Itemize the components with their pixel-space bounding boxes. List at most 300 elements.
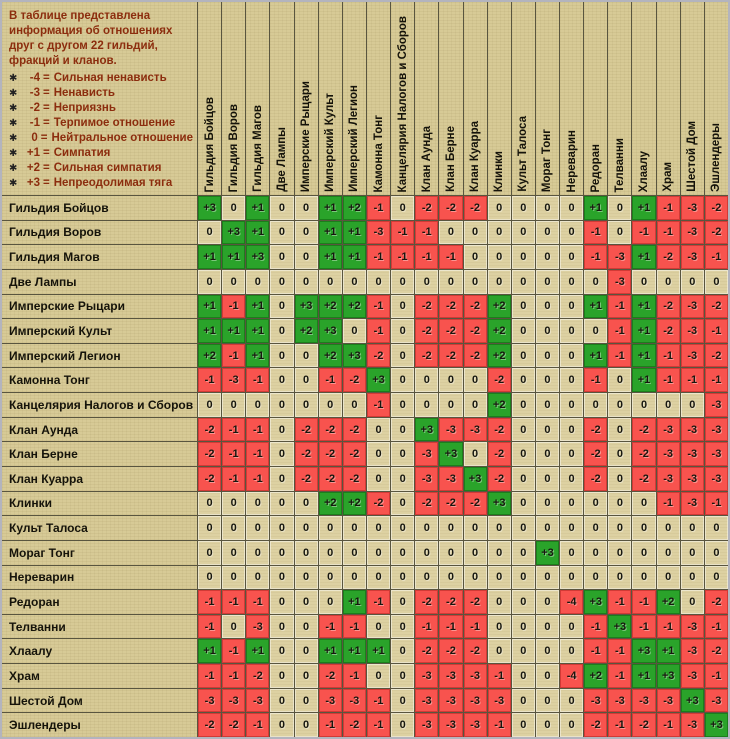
- relation-cell: -1: [367, 689, 390, 713]
- relation-cell: -2: [295, 442, 318, 466]
- relation-cell: 0: [681, 270, 704, 294]
- relation-cell: +1: [198, 319, 221, 343]
- legend-label: Непреодолимая тяга: [53, 177, 173, 189]
- relation-cell: -2: [439, 196, 462, 220]
- relation-cell: 0: [488, 590, 511, 614]
- relation-cell: -3: [464, 418, 487, 442]
- relation-cell: -3: [439, 713, 462, 737]
- row-label: Клинки: [2, 492, 197, 516]
- relation-cell: -2: [584, 713, 607, 737]
- relation-cell: +2: [488, 344, 511, 368]
- relation-cell: 0: [270, 713, 293, 737]
- relation-cell: 0: [657, 270, 680, 294]
- relation-cell: 0: [512, 639, 535, 663]
- relation-cell: -2: [488, 418, 511, 442]
- relation-cell: +1: [319, 245, 342, 269]
- relation-cell: -3: [222, 368, 245, 392]
- asterisk-icon: ✱: [9, 118, 18, 129]
- relation-cell: +1: [584, 344, 607, 368]
- relation-cell: 0: [705, 541, 728, 565]
- relation-cell: 0: [705, 566, 728, 590]
- column-header: [246, 2, 269, 195]
- relation-cell: -2: [657, 245, 680, 269]
- relation-cell: 0: [584, 566, 607, 590]
- relation-cell: -1: [632, 615, 655, 639]
- relation-cell: 0: [488, 639, 511, 663]
- relation-cell: -2: [343, 713, 366, 737]
- column-header-label: Мораг Тонг: [541, 128, 554, 192]
- relation-cell: -3: [439, 664, 462, 688]
- relation-cell: -1: [657, 492, 680, 516]
- relation-cell: 0: [536, 368, 559, 392]
- relation-cell: 0: [560, 615, 583, 639]
- relation-cell: -4: [560, 590, 583, 614]
- relation-cell: -3: [681, 467, 704, 491]
- relation-cell: 0: [560, 689, 583, 713]
- relation-cell: 0: [512, 442, 535, 466]
- relation-cell: +3: [488, 492, 511, 516]
- relation-cell: -1: [415, 221, 438, 245]
- relation-cell: -3: [657, 418, 680, 442]
- row-label: Гильдия Воров: [2, 221, 197, 245]
- relation-cell: -1: [319, 615, 342, 639]
- relation-cell: 0: [367, 442, 390, 466]
- relation-cell: -3: [464, 713, 487, 737]
- relation-cell: +1: [632, 295, 655, 319]
- relation-cell: 0: [391, 368, 414, 392]
- asterisk-icon: ✱: [9, 88, 18, 99]
- relation-cell: -3: [681, 442, 704, 466]
- relation-cell: 0: [391, 664, 414, 688]
- relation-cell: -1: [367, 590, 390, 614]
- row-label: Клан Берне: [2, 442, 197, 466]
- relation-cell: +1: [632, 344, 655, 368]
- row-label: Две Лампы: [2, 270, 197, 294]
- relation-cell: -1: [608, 295, 631, 319]
- relation-cell: 0: [657, 516, 680, 540]
- relation-cell: 0: [584, 516, 607, 540]
- legend-item: [9, 161, 193, 176]
- relation-cell: 0: [391, 467, 414, 491]
- relation-cell: 0: [391, 196, 414, 220]
- relation-cell: -3: [246, 689, 269, 713]
- column-header: [222, 2, 245, 195]
- relation-cell: +1: [632, 664, 655, 688]
- legend-item: [9, 116, 193, 131]
- relation-cell: -1: [343, 615, 366, 639]
- relation-cell: -3: [705, 689, 728, 713]
- relation-cell: -1: [246, 442, 269, 466]
- relation-cell: -1: [198, 590, 221, 614]
- relation-cell: -3: [681, 713, 704, 737]
- legend-label: Терпимое отношение: [53, 117, 176, 129]
- relation-cell: 0: [343, 270, 366, 294]
- row-label: Камонна Тонг: [2, 368, 197, 392]
- relation-cell: 0: [681, 541, 704, 565]
- relation-cell: 0: [536, 566, 559, 590]
- relation-cell: -3: [222, 689, 245, 713]
- relation-cell: 0: [270, 442, 293, 466]
- relation-cell: 0: [343, 516, 366, 540]
- relation-cell: 0: [270, 319, 293, 343]
- relation-cell: -3: [681, 245, 704, 269]
- relation-cell: -1: [246, 590, 269, 614]
- relation-cell: 0: [270, 664, 293, 688]
- relation-cell: 0: [488, 566, 511, 590]
- relation-cell: 0: [681, 566, 704, 590]
- relation-cell: -1: [222, 639, 245, 663]
- relation-cell: -3: [705, 418, 728, 442]
- relation-cell: 0: [391, 566, 414, 590]
- relation-cell: -1: [222, 590, 245, 614]
- column-header-label: Клан Куарра: [469, 121, 482, 192]
- relation-cell: +3: [439, 442, 462, 466]
- relation-cell: 0: [560, 467, 583, 491]
- relation-cell: 0: [560, 516, 583, 540]
- relation-cell: +3: [536, 541, 559, 565]
- relation-cell: -3: [343, 689, 366, 713]
- relation-cell: -1: [705, 492, 728, 516]
- relation-cell: -1: [584, 639, 607, 663]
- relation-cell: 0: [439, 221, 462, 245]
- relation-cell: 0: [512, 368, 535, 392]
- relation-cell: +1: [319, 221, 342, 245]
- relation-cell: -2: [319, 418, 342, 442]
- relation-cell: -1: [584, 245, 607, 269]
- relation-cell: -3: [608, 245, 631, 269]
- relation-cell: -3: [415, 713, 438, 737]
- relation-cell: -2: [584, 467, 607, 491]
- column-header: [391, 2, 414, 195]
- relation-cell: 0: [512, 295, 535, 319]
- column-header-label: Камонна Тонг: [372, 114, 385, 192]
- relation-cell: -3: [198, 689, 221, 713]
- relation-cell: 0: [560, 270, 583, 294]
- column-header-label: Гильдия Воров: [227, 103, 240, 192]
- relation-cell: 0: [464, 368, 487, 392]
- relation-cell: 0: [536, 221, 559, 245]
- legend-items: [9, 71, 193, 191]
- relation-cell: +1: [246, 196, 269, 220]
- relation-cell: +3: [584, 590, 607, 614]
- relation-cell: -1: [584, 615, 607, 639]
- relation-cell: 0: [512, 590, 535, 614]
- relation-cell: +3: [632, 639, 655, 663]
- relation-cell: -1: [657, 615, 680, 639]
- relation-cell: 0: [512, 245, 535, 269]
- relation-cell: 0: [464, 442, 487, 466]
- row-label: Гильдия Бойцов: [2, 196, 197, 220]
- legend-value: -1: [29, 117, 40, 129]
- relation-cell: +1: [319, 196, 342, 220]
- relation-cell: 0: [608, 196, 631, 220]
- relation-cell: -3: [681, 344, 704, 368]
- relation-cell: +1: [584, 196, 607, 220]
- relation-cell: 0: [367, 615, 390, 639]
- asterisk-icon: ✱: [9, 133, 18, 144]
- relation-cell: -2: [319, 442, 342, 466]
- relation-cell: 0: [295, 713, 318, 737]
- relation-cell: 0: [439, 368, 462, 392]
- relation-cell: +1: [222, 319, 245, 343]
- relation-cell: +3: [222, 221, 245, 245]
- relation-cell: 0: [391, 295, 414, 319]
- relation-cell: 0: [439, 270, 462, 294]
- relation-cell: -2: [464, 319, 487, 343]
- relation-cell: +2: [198, 344, 221, 368]
- legend-equals: =: [43, 177, 50, 189]
- relation-cell: -2: [488, 368, 511, 392]
- relation-cell: -1: [439, 245, 462, 269]
- relation-cell: -1: [367, 245, 390, 269]
- relation-cell: 0: [608, 566, 631, 590]
- row-label: Храм: [2, 664, 197, 688]
- column-header-label: Нереварин: [565, 129, 578, 192]
- relation-cell: 0: [270, 689, 293, 713]
- relation-cell: 0: [608, 516, 631, 540]
- relation-cell: -2: [198, 713, 221, 737]
- relation-cell: -1: [657, 221, 680, 245]
- relation-cell: 0: [415, 368, 438, 392]
- relation-cell: 0: [488, 245, 511, 269]
- relation-cell: -1: [705, 319, 728, 343]
- relation-cell: 0: [560, 541, 583, 565]
- asterisk-icon: ✱: [9, 148, 18, 159]
- relation-cell: -2: [415, 639, 438, 663]
- relation-cell: -2: [464, 590, 487, 614]
- relation-cell: -1: [367, 295, 390, 319]
- relation-cell: 0: [608, 221, 631, 245]
- relation-cell: -2: [439, 295, 462, 319]
- relation-cell: 0: [608, 368, 631, 392]
- column-header-label: Клан Берне: [444, 126, 457, 192]
- relation-cell: -1: [222, 344, 245, 368]
- relation-cell: 0: [222, 541, 245, 565]
- relation-cell: +1: [632, 319, 655, 343]
- relation-cell: +3: [608, 615, 631, 639]
- relation-cell: 0: [319, 270, 342, 294]
- relations-grid: [2, 2, 728, 737]
- relation-cell: 0: [512, 689, 535, 713]
- legend-equals: =: [43, 72, 50, 84]
- relation-cell: 0: [270, 639, 293, 663]
- relation-cell: -1: [584, 368, 607, 392]
- relation-cell: -1: [415, 245, 438, 269]
- legend-equals: =: [43, 147, 50, 159]
- relation-cell: 0: [464, 566, 487, 590]
- relation-cell: 0: [536, 639, 559, 663]
- relation-cell: 0: [198, 270, 221, 294]
- relation-cell: 0: [608, 467, 631, 491]
- relation-cell: -3: [415, 664, 438, 688]
- relation-cell: +2: [319, 492, 342, 516]
- relation-cell: 0: [246, 270, 269, 294]
- relation-cell: -1: [391, 221, 414, 245]
- relation-cell: 0: [464, 270, 487, 294]
- relation-cell: 0: [536, 713, 559, 737]
- relation-cell: 0: [198, 492, 221, 516]
- relation-cell: +1: [246, 221, 269, 245]
- row-label: Имперские Рыцари: [2, 295, 197, 319]
- relation-cell: +1: [632, 196, 655, 220]
- relation-cell: -3: [464, 664, 487, 688]
- relation-cell: 0: [270, 541, 293, 565]
- relation-cell: 0: [391, 344, 414, 368]
- relation-cell: -2: [343, 467, 366, 491]
- legend-label: Симпатия: [53, 147, 111, 159]
- relation-cell: -1: [488, 713, 511, 737]
- relation-cell: 0: [246, 516, 269, 540]
- relation-cell: 0: [270, 368, 293, 392]
- relation-cell: 0: [270, 566, 293, 590]
- relation-cell: 0: [198, 566, 221, 590]
- relation-cell: 0: [512, 664, 535, 688]
- relation-cell: +1: [343, 245, 366, 269]
- column-header: [343, 2, 366, 195]
- relation-cell: 0: [464, 393, 487, 417]
- relation-cell: -3: [657, 442, 680, 466]
- relation-cell: 0: [391, 590, 414, 614]
- relation-cell: 0: [560, 393, 583, 417]
- relation-cell: +3: [367, 368, 390, 392]
- relation-cell: 0: [295, 245, 318, 269]
- relation-cell: -3: [464, 689, 487, 713]
- relation-cell: 0: [295, 664, 318, 688]
- relation-cell: -3: [415, 467, 438, 491]
- relation-cell: 0: [391, 713, 414, 737]
- legend-label: Ненависть: [53, 87, 115, 99]
- relation-cell: -2: [439, 344, 462, 368]
- relation-cell: 0: [367, 270, 390, 294]
- relation-cell: 0: [343, 541, 366, 565]
- relation-cell: +1: [198, 295, 221, 319]
- relation-cell: -2: [198, 467, 221, 491]
- relation-cell: 0: [270, 467, 293, 491]
- row-label: Нереварин: [2, 566, 197, 590]
- relation-cell: 0: [560, 245, 583, 269]
- relation-cell: -3: [681, 492, 704, 516]
- relation-cell: 0: [295, 689, 318, 713]
- relation-cell: -1: [246, 368, 269, 392]
- relation-cell: 0: [439, 566, 462, 590]
- relation-cell: -1: [705, 664, 728, 688]
- relation-cell: -2: [343, 442, 366, 466]
- relation-cell: 0: [705, 516, 728, 540]
- relation-cell: -1: [246, 713, 269, 737]
- relation-cell: 0: [632, 541, 655, 565]
- legend-value: -4: [29, 72, 40, 84]
- legend-item: [9, 71, 193, 86]
- relation-cell: -1: [657, 713, 680, 737]
- relation-cell: -2: [584, 442, 607, 466]
- relation-cell: -2: [222, 713, 245, 737]
- relation-cell: 0: [270, 492, 293, 516]
- relation-cell: -1: [319, 713, 342, 737]
- relation-cell: 0: [560, 295, 583, 319]
- relation-cell: -1: [222, 418, 245, 442]
- relation-cell: 0: [270, 295, 293, 319]
- relation-cell: +2: [295, 319, 318, 343]
- relation-cell: -2: [464, 295, 487, 319]
- relation-cell: 0: [488, 196, 511, 220]
- relation-cell: 0: [222, 566, 245, 590]
- relation-cell: +1: [198, 245, 221, 269]
- relation-cell: -1: [681, 368, 704, 392]
- relation-cell: -3: [705, 442, 728, 466]
- column-header: [560, 2, 583, 195]
- relation-cell: 0: [536, 393, 559, 417]
- relation-cell: -2: [657, 295, 680, 319]
- relation-cell: -1: [657, 344, 680, 368]
- relation-cell: -2: [439, 492, 462, 516]
- relation-cell: 0: [536, 418, 559, 442]
- relation-cell: 0: [415, 566, 438, 590]
- relation-cell: 0: [391, 393, 414, 417]
- relation-cell: +1: [246, 344, 269, 368]
- relation-cell: 0: [198, 516, 221, 540]
- relation-cell: 0: [632, 516, 655, 540]
- relation-cell: 0: [415, 270, 438, 294]
- relation-cell: 0: [608, 541, 631, 565]
- column-header-label: Имперский Легион: [348, 85, 361, 192]
- relation-cell: 0: [608, 418, 631, 442]
- relation-cell: -3: [632, 689, 655, 713]
- relation-cell: 0: [488, 541, 511, 565]
- relation-cell: -1: [319, 368, 342, 392]
- relation-cell: +3: [295, 295, 318, 319]
- column-header: [198, 2, 221, 195]
- relation-cell: 0: [222, 196, 245, 220]
- relation-cell: +3: [198, 196, 221, 220]
- relation-cell: 0: [632, 492, 655, 516]
- relation-cell: -3: [439, 418, 462, 442]
- relation-cell: 0: [198, 221, 221, 245]
- relation-cell: -1: [608, 590, 631, 614]
- relation-cell: -2: [705, 196, 728, 220]
- relation-cell: 0: [536, 516, 559, 540]
- column-header-label: Канцелярия Налогов и Сборов: [396, 15, 409, 192]
- relation-cell: 0: [536, 319, 559, 343]
- relation-cell: 0: [560, 566, 583, 590]
- relation-cell: -1: [222, 664, 245, 688]
- relation-cell: 0: [343, 319, 366, 343]
- relation-cell: 0: [391, 516, 414, 540]
- legend-value: 0: [31, 132, 38, 144]
- relation-cell: -3: [681, 664, 704, 688]
- relation-cell: -2: [319, 664, 342, 688]
- relation-cell: 0: [367, 467, 390, 491]
- legend-equals: =: [43, 162, 50, 174]
- relation-cell: 0: [560, 368, 583, 392]
- relation-cell: 0: [391, 541, 414, 565]
- relation-cell: +3: [705, 713, 728, 737]
- relation-cell: 0: [512, 713, 535, 737]
- legend-label: Сильная симпатия: [53, 162, 162, 174]
- relation-cell: 0: [536, 442, 559, 466]
- relation-cell: -2: [415, 295, 438, 319]
- relation-cell: 0: [657, 541, 680, 565]
- relation-cell: +1: [584, 295, 607, 319]
- relation-cell: 0: [367, 418, 390, 442]
- relation-cell: 0: [512, 344, 535, 368]
- asterisk-icon: ✱: [9, 73, 18, 84]
- relation-cell: +3: [415, 418, 438, 442]
- relation-cell: 0: [222, 270, 245, 294]
- relation-cell: -2: [488, 467, 511, 491]
- relation-cell: 0: [681, 516, 704, 540]
- relation-cell: -3: [415, 689, 438, 713]
- relation-cell: 0: [439, 393, 462, 417]
